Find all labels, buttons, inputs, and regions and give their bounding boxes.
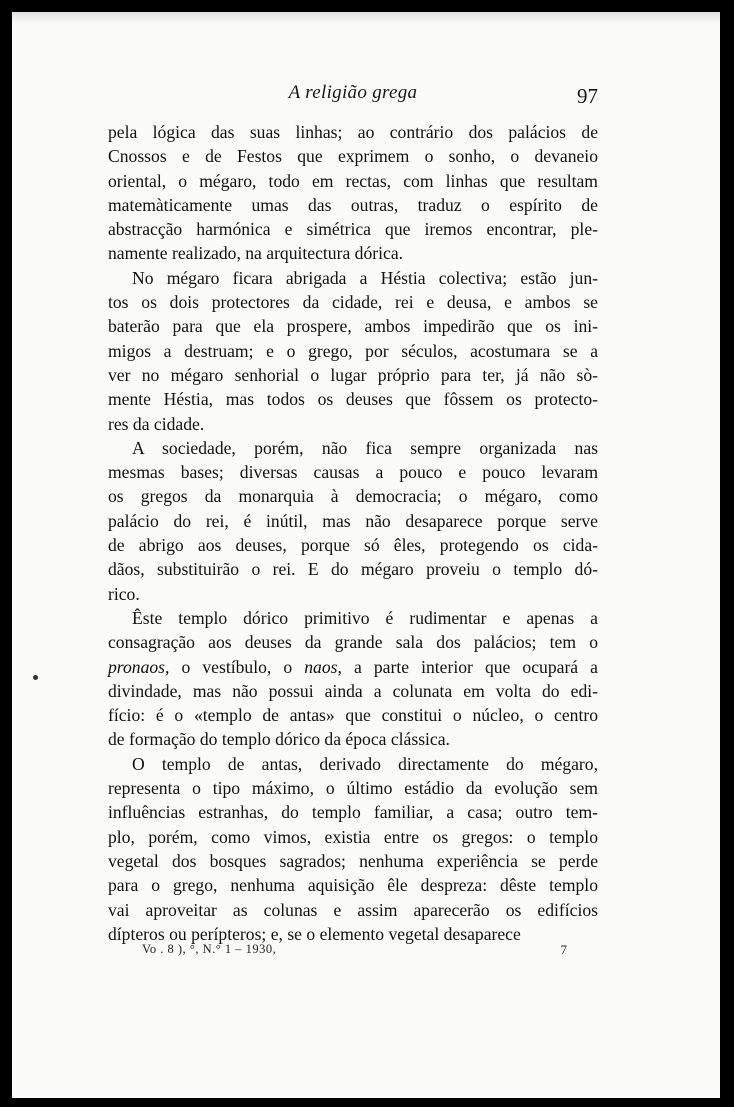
text-line: consagração aos deuses da grande sala dos palácios; tem o xyxy=(108,632,598,653)
text-line: os gregos da monarquia à democracia; o mégaro, como xyxy=(108,486,598,507)
paragraph xyxy=(108,266,598,436)
paragraph xyxy=(108,436,598,606)
text-line: vai aproveitar as colunas e assim aparecerão os edifícios xyxy=(108,899,598,920)
text-line: pela lógica das suas linhas; ao contrário dos palácios de xyxy=(108,122,598,142)
page-edge-shadow xyxy=(12,12,720,24)
signature-number: 7 xyxy=(560,942,567,957)
page-footer xyxy=(142,942,567,964)
running-title: A religião grega xyxy=(288,82,418,103)
text-line: res da cidade. xyxy=(108,413,205,434)
text-line: migos a destruam; e o grego, por séculos, acostumara se a xyxy=(108,340,598,361)
text-line: de formação do templo dórico da época clássica. xyxy=(108,729,450,750)
text-line: pronaos, o vestíbulo, o naos, a parte interior que ocupará a xyxy=(108,656,598,677)
text-line: dípteros ou perípteros; e, se o elemento vegetal desaparece xyxy=(108,923,521,944)
text-line: abstracção harmónica e simétrica que iremos encontrar, ple- xyxy=(108,219,598,240)
text-line: influências estranhas, do templo familiar, a casa; outro tem- xyxy=(108,802,598,823)
paragraph xyxy=(108,606,598,752)
text-line: baterão para que ela prospere, ambos impedirão que os ini- xyxy=(108,316,598,337)
text-line: para o grego, nenhuma aquisição êle despreza: dêste templo xyxy=(108,875,598,896)
paragraph xyxy=(108,120,598,266)
margin-ink-mark xyxy=(33,675,38,680)
paragraph xyxy=(108,752,598,946)
printer-signature: Vo . 8 ), °, N.° 1 – 1930, xyxy=(142,942,277,956)
text-line: tos os dois protectores da cidade, rei e deusa, e ambos se xyxy=(108,292,598,313)
text-line: rico. xyxy=(108,583,140,604)
page-header xyxy=(108,78,598,110)
text-line: fício: é o «templo de antas» que constitui o núcleo, o centro xyxy=(108,705,598,726)
text-line: oriental, o mégaro, todo em rectas, com linhas que resultam xyxy=(108,170,598,191)
text-line: mente Héstia, mas todos os deuses que fôssem os protecto- xyxy=(108,389,598,410)
text-line: palácio do rei, é inútil, mas não desaparece porque serve xyxy=(108,510,598,531)
text-line: vegetal dos bosques sagrados; nenhuma experiência se perde xyxy=(108,850,598,871)
body-text xyxy=(108,120,598,946)
text-line: representa o tipo máximo, o último estádio da evolução sem xyxy=(108,778,598,799)
text-line: divindade, mas não possui ainda a colunata em volta do edi- xyxy=(108,680,598,701)
book-page xyxy=(12,12,720,1098)
text-line: dãos, substituirão o rei. E do mégaro proveiu o templo dó- xyxy=(108,559,598,580)
text-line: Cnossos e de Festos que exprimem o sonho, o devaneio xyxy=(108,146,598,167)
text-line: No mégaro ficara abrigada a Héstia colectiva; estão jun- xyxy=(132,267,598,288)
text-line: namente realizado, na arquitectura dórica. xyxy=(108,243,404,264)
text-line: O templo de antas, derivado directamente do mégaro, xyxy=(132,753,598,774)
text-line: A sociedade, porém, não fica sempre organizada nas xyxy=(132,437,598,458)
text-line: mesmas bases; diversas causas a pouco e pouco levaram xyxy=(108,462,598,483)
italic-term: naos, xyxy=(304,656,342,677)
text-line: ver no mégaro senhorial o lugar próprio para ter, já não sò- xyxy=(108,364,598,385)
text-line: plo, porém, como vimos, existia entre os gregos: o templo xyxy=(108,826,598,847)
text-line: matemàticamente umas das outras, traduz o espírito de xyxy=(108,194,598,215)
page-number: 97 xyxy=(577,84,598,108)
italic-term: pronaos, xyxy=(108,656,170,677)
text-line: de abrigo aos deuses, porque só êles, protegendo os cida- xyxy=(108,535,598,556)
text-line: Êste templo dórico primitivo é rudimentar e apenas a xyxy=(132,607,598,628)
